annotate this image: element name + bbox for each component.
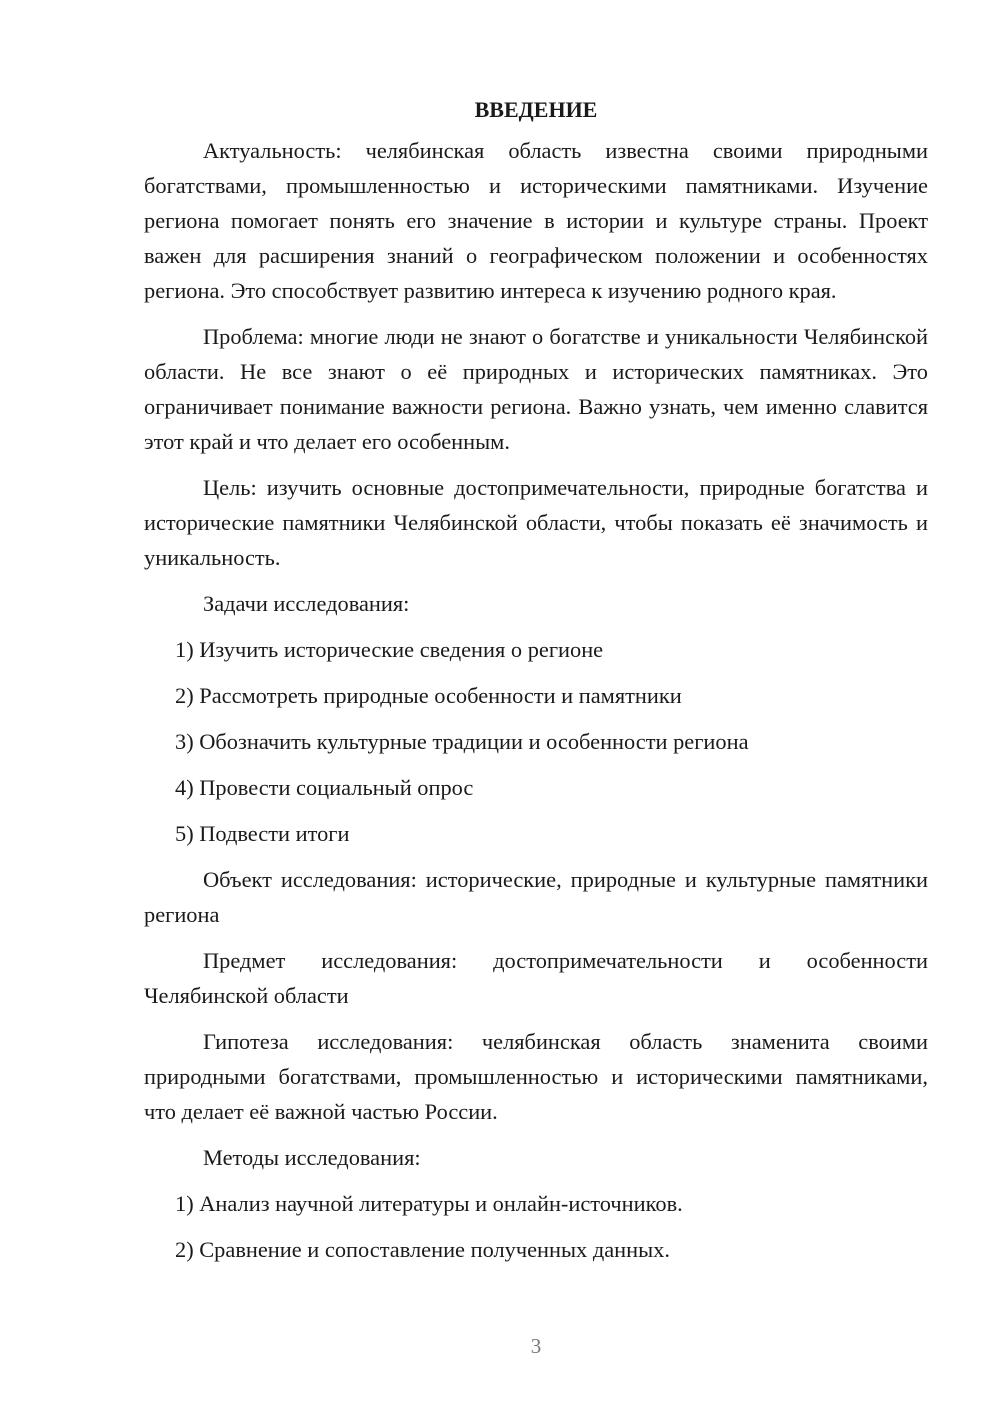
page-content (144, 92, 928, 1267)
task-item-3: 3) Обозначить культурные традиции и особенности региона (175, 729, 749, 754)
task-item-1: 1) Изучить исторические сведения о регионе (175, 637, 604, 662)
task-item-4: 4) Провести социальный опрос (175, 775, 474, 800)
relevance-paragraph: Актуальность: челябинская область известна своими природными богатствами, промышленностью и историческими памятниками. Изучение региона помогает понять его значение в истории и культуре страны. Проект важен для расширения знаний о географическом положении и особенностях региона. Это способствует развитию интереса к изучению родного края. (144, 138, 928, 303)
problem-paragraph: Проблема: многие люди не знают о богатстве и уникальности Челябинской области. Не все знают о её природных и исторических памятниках. Это ограничивает понимание важности региона. Важно узнать, чем именно славится этот край и что делает его особенным. (144, 324, 928, 454)
tasks-heading: Задачи исследования: (203, 591, 410, 616)
section-title: ВВЕДЕНИЕ (474, 97, 598, 122)
method-item-1: 1) Анализ научной литературы и онлайн-источников. (175, 1191, 683, 1216)
page-number: 3 (530, 1334, 542, 1358)
goal-paragraph: Цель: изучить основные достопримечательности, природные богатства и исторические памятники Челябинской области, чтобы показать её значимость и уникальность. (144, 475, 928, 570)
method-item-2: 2) Сравнение и сопоставление полученных данных. (175, 1237, 670, 1262)
task-item-5: 5) Подвести итоги (175, 821, 350, 846)
methods-heading: Методы исследования: (203, 1145, 421, 1170)
hypothesis-paragraph: Гипотеза исследования: челябинская область знаменита своими природными богатствами, промышленностью и историческими памятниками, что делает её важной частью России. (144, 1029, 928, 1124)
task-item-2: 2) Рассмотреть природные особенности и памятники (175, 683, 682, 708)
object-paragraph: Объект исследования: исторические, природные и культурные памятники региона (144, 867, 928, 927)
subject-paragraph: Предмет исследования: достопримечательности и особенности Челябинской области (144, 948, 928, 1008)
